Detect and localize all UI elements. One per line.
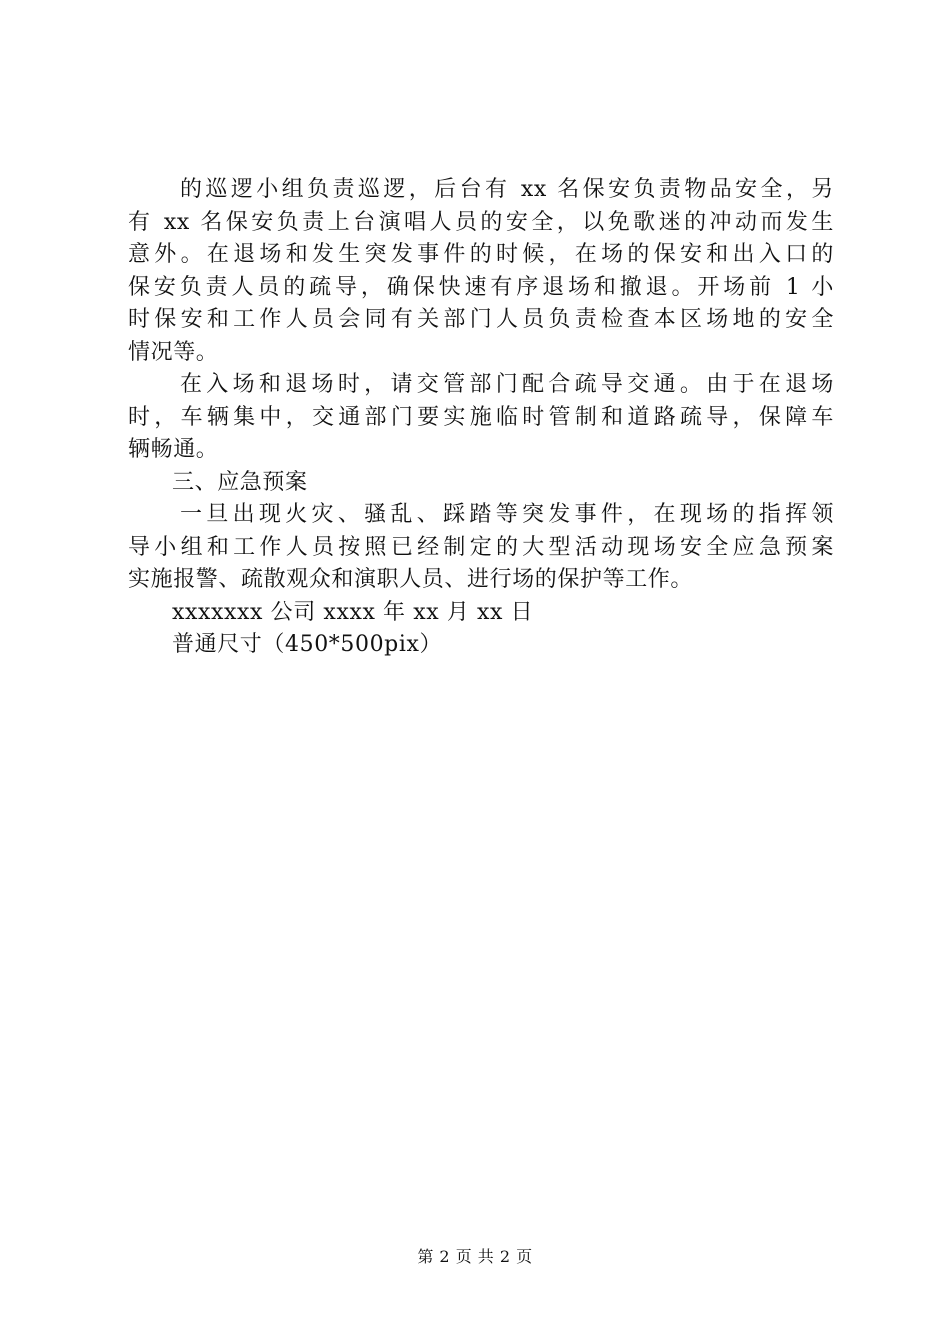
- page-footer: 第 2 页 共 2 页: [417, 1247, 533, 1266]
- document-body: [128, 174, 834, 662]
- paragraph-1-line-6: 情况等。: [128, 339, 219, 365]
- paragraph-3-line-3: 实施报警、疏散观众和演职人员、进行场的保护等工作。: [128, 567, 694, 592]
- paragraph-3-line-2: 导小组和工作人员按照已经制定的大型活动现场安全应急预案: [128, 534, 834, 560]
- section-heading: 三、应急预案: [172, 469, 308, 495]
- paragraph-3-line-1: 一旦出现火灾、骚乱、踩踏等突发事件，在现场的指挥领: [180, 502, 834, 527]
- paragraph-1-line-1: 的巡逻小组负责巡逻，后台有 xx 名保安负责物品安全，另: [180, 177, 834, 202]
- paragraph-2-line-2: 时，车辆集中，交通部门要实施临时管制和道路疏导，保障车: [128, 404, 834, 430]
- paragraph-2-line-1: 在入场和退场时，请交管部门配合疏导交通。由于在退场: [180, 372, 834, 397]
- paragraph-1-line-3: 意外。在退场和发生突发事件的时候，在场的保安和出入口的: [128, 242, 834, 267]
- paragraph-1-line-5: 时保安和工作人员会同有关部门人员负责检查本区场地的安全: [128, 307, 834, 332]
- signature-line: xxxxxxx 公司 xxxx 年 xx 月 xx 日: [172, 599, 534, 625]
- paragraph-1-line-2: 有 xx 名保安负责上台演唱人员的安全，以免歌迷的冲动而发生: [128, 209, 834, 235]
- paragraph-1-line-4: 保安负责人员的疏导，确保快速有序退场和撤退。开场前 1 小: [128, 274, 834, 300]
- paragraph-2-line-3: 辆畅通。: [128, 437, 219, 462]
- size-note: 普通尺寸（450*500pix）: [172, 632, 443, 657]
